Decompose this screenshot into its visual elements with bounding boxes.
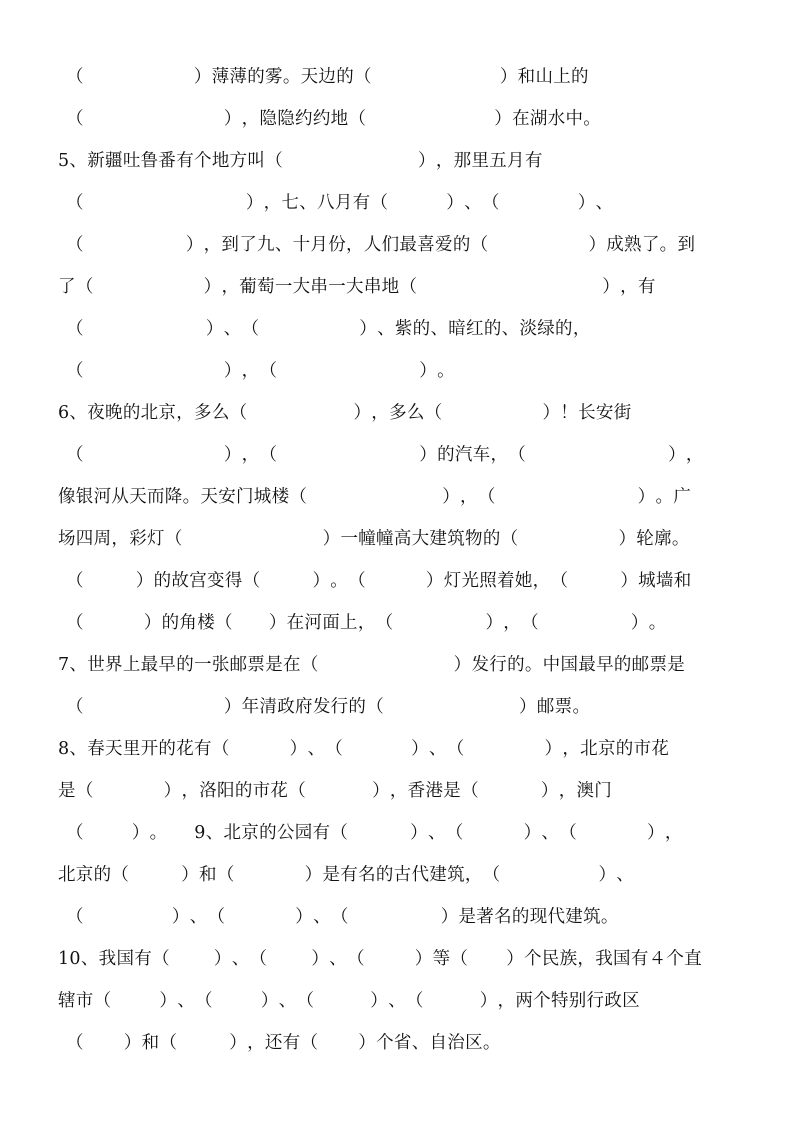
right-paren: ） [295,907,314,927]
right-paren: ） [414,949,433,969]
left-paren: （ [66,571,84,591]
line-text: 。 [648,613,667,633]
line-text: ， [664,823,683,843]
left-paren: （ [500,529,519,549]
right-paren: ） [506,949,525,969]
left-paren: （ [75,781,94,801]
line-text: ！长安街 [560,403,632,423]
right-paren: ） [419,445,438,465]
fill-in-blank[interactable] [66,104,242,134]
line-text: 了 [58,277,76,297]
fill-in-blank[interactable] [152,944,232,974]
fill-in-blank[interactable] [217,860,323,890]
right-paren: ） [479,991,498,1011]
fill-in-blank[interactable] [259,440,437,470]
left-paren: （ [164,529,183,549]
left-paren: （ [445,823,464,843]
worksheet-line [66,608,754,638]
left-paren: （ [265,151,284,171]
left-paren: （ [93,991,112,1011]
left-paren: （ [288,781,307,801]
line-text: 、 [427,823,446,843]
left-paren: （ [330,907,349,927]
fill-in-blank[interactable] [215,608,287,638]
left-paren: （ [66,109,84,129]
left-paren: （ [354,67,372,87]
left-paren: （ [477,487,496,507]
worksheet-line [66,566,754,596]
left-paren: （ [66,613,84,633]
left-paren: （ [300,655,319,675]
line-text: 7、世界上最早的一张邮票是在 [58,655,301,675]
left-paren: （ [325,739,344,759]
line-text: ，两个特别行政区 [497,991,640,1011]
left-paren: （ [559,823,577,843]
fill-in-blank[interactable] [111,860,199,890]
line-text: ， [241,445,260,465]
right-paren: ） [453,655,472,675]
right-paren: ） [131,823,150,843]
line-text: 和山上的 [517,67,589,87]
left-paren: （ [348,109,367,129]
line-text: 邮票。 [536,697,591,717]
right-paren: ） [419,361,438,381]
left-paren: （ [216,865,235,885]
line-text: 、 [388,991,406,1011]
worksheet-line [66,314,754,344]
line-text: 。广 [655,487,692,507]
line-text: ，有 [620,277,656,297]
line-text: 6、夜晚的北京，多么 [58,403,230,423]
fill-in-blank[interactable] [483,860,617,890]
right-paren: ） [312,571,331,591]
left-paren: （ [259,361,278,381]
worksheet-line [58,398,754,428]
fill-in-blank[interactable] [250,944,330,974]
fill-in-blank[interactable] [501,524,637,554]
right-paren: ） [618,529,637,549]
right-paren: ） [494,109,513,129]
right-paren: ） [425,571,444,591]
fill-in-blank[interactable] [207,902,313,932]
left-paren: （ [424,403,443,423]
line-text: 个省、自治区。 [376,1033,501,1053]
line-text: 轮廓。 [636,529,690,549]
right-paren: ） [268,613,287,633]
left-paren: （ [348,571,366,591]
line-text: 个民族，我国有４个直 [524,949,703,969]
fill-in-blank[interactable] [478,482,656,512]
right-paren: ） [442,487,461,507]
fill-in-blank[interactable] [66,1028,142,1058]
line-text: 、 [329,949,347,969]
line-text: ，到了九、十月份，人们最喜爱的 [203,235,471,255]
left-paren: （ [66,235,84,255]
worksheet-line [66,356,754,386]
line-text: 北京的 [58,865,112,885]
left-paren: （ [66,823,84,843]
line-text: 、 [189,907,208,927]
line-text: ， [503,613,522,633]
line-text: 和 [141,1033,160,1053]
right-paren: ） [245,193,264,213]
left-paren: （ [249,949,268,969]
left-paren: （ [66,319,84,339]
left-paren: （ [66,697,84,717]
right-paren: ） [181,865,200,885]
line-text: 、 [313,907,331,927]
worksheet-line [58,944,754,974]
left-paren: （ [550,571,569,591]
line-text: 、 [223,319,242,339]
fill-in-blank[interactable] [212,734,308,764]
right-paren: ） [637,487,656,507]
line-text: 城墙和 [638,571,692,591]
fill-in-blank[interactable] [521,608,649,638]
line-text: 成熟了。到 [606,235,696,255]
line-text: 的角楼 [161,613,216,633]
line-text: ，那里五月有 [435,151,543,171]
right-paren: ） [223,697,242,717]
worksheet-line [58,734,754,764]
right-paren: ） [446,193,465,213]
right-paren: ） [519,697,537,717]
left-paren: （ [370,193,389,213]
line-text: 、 [541,823,560,843]
fill-in-blank[interactable] [94,986,178,1016]
right-paren: ） [223,361,242,381]
line-text: ，香港是 [389,781,462,801]
right-paren: ） [223,109,242,129]
fill-in-blank[interactable] [300,1028,376,1058]
fill-in-blank[interactable] [259,356,437,386]
line-text: 像银河从天而降。天安门城楼 [58,487,290,507]
right-paren: ） [485,613,504,633]
right-paren: ） [159,991,178,1011]
right-paren: ） [372,781,390,801]
line-text: ，澳门 [558,781,613,801]
line-text: ，洛阳的市花 [181,781,289,801]
fill-in-blank[interactable] [551,566,639,596]
left-paren: （ [207,907,226,927]
right-paren: ） [499,67,518,87]
fill-in-blank[interactable] [66,188,264,218]
line-text: ， [241,361,260,381]
left-paren: （ [229,403,248,423]
line-text: ， [460,487,478,507]
line-text: 辖市 [58,991,94,1011]
right-paren: ） [163,781,182,801]
line-text: 年清政府发行的 [241,697,367,717]
right-paren: ） [602,277,621,297]
worksheet-line [66,692,754,722]
right-paren: ） [647,823,665,843]
line-text: 一幢幢高大建筑物的 [340,529,501,549]
line-text: 、 [428,739,447,759]
fill-in-blank[interactable] [66,608,162,638]
right-paren: ） [410,823,428,843]
line-text: 灯光照着她， [443,571,551,591]
right-paren: ） [668,445,686,465]
fill-in-blank[interactable] [66,440,242,470]
fill-in-blank[interactable] [331,902,459,932]
fill-in-blank[interactable] [301,650,472,680]
worksheet-line [66,902,754,932]
right-paren: ） [588,235,607,255]
line-text: 是 [58,781,76,801]
line-text: 薄薄的雾。天边的 [211,67,355,87]
right-paren: ） [322,529,341,549]
worksheet-line [66,1028,754,1058]
right-paren: ） [359,319,378,339]
fill-in-blank[interactable] [559,818,665,848]
left-paren: （ [159,1033,178,1053]
line-text: 。 [330,571,349,591]
left-paren: （ [508,445,527,465]
left-paren: （ [375,613,394,633]
line-text: ，北京的市花 [562,739,670,759]
right-paren: ） [353,403,372,423]
worksheet-line [58,146,754,176]
left-paren: （ [195,991,213,1011]
line-text: 。 [437,361,455,381]
right-paren: ） [577,193,596,213]
right-paren: ） [171,907,190,927]
right-paren: ） [213,949,232,969]
left-paren: （ [461,781,479,801]
fill-in-blank[interactable] [241,314,377,344]
fill-in-blank[interactable] [508,440,686,470]
right-paren: ） [260,991,279,1011]
left-paren: （ [399,277,418,297]
left-paren: （ [66,361,84,381]
right-paren: ） [411,739,429,759]
fill-in-blank[interactable] [425,398,561,428]
fill-in-blank[interactable] [66,692,242,722]
line-text: 的汽车， [437,445,509,465]
right-paren: ） [304,865,323,885]
line-text: 的故宫变得 [153,571,243,591]
worksheet-line [66,230,754,260]
fill-in-blank[interactable] [366,692,537,722]
right-paren: ） [630,613,649,633]
fill-in-blank[interactable] [289,482,460,512]
line-text: ，葡萄一大串一大串地 [221,277,400,297]
left-paren: （ [450,949,469,969]
fill-in-blank[interactable] [370,188,464,218]
fill-in-blank[interactable] [450,944,524,974]
fill-in-blank[interactable] [325,734,429,764]
right-paren: ） [203,277,222,297]
fill-in-blank[interactable] [348,104,512,134]
right-paren: ） [193,67,212,87]
line-text: 。 9、北京的公园有 [149,823,331,843]
right-paren: ） [229,1033,248,1053]
worksheet-line [58,650,754,680]
worksheet-line [58,776,754,806]
left-paren: （ [521,613,539,633]
line-text: 、 [595,193,614,213]
left-paren: （ [66,193,84,213]
left-paren: （ [66,67,84,87]
fill-in-blank[interactable] [76,776,182,806]
left-paren: （ [289,487,308,507]
fill-in-blank[interactable] [195,986,279,1016]
fill-in-blank[interactable] [296,986,388,1016]
right-paren: ） [370,991,389,1011]
line-text: ，七、八月有 [263,193,371,213]
line-text: 和 [199,865,217,885]
line-text: 场四周，彩灯 [58,529,165,549]
line-text: 是有名的古代建筑， [322,865,483,885]
right-paren: ） [523,823,542,843]
line-text: 等 [432,949,451,969]
fill-in-blank[interactable] [461,776,559,806]
right-paren: ） [544,739,563,759]
line-text: 、 [231,949,250,969]
left-paren: （ [470,235,489,255]
left-paren: （ [66,907,84,927]
line-text: ， [685,445,704,465]
fill-in-blank[interactable] [66,902,190,932]
left-paren: （ [215,613,233,633]
fill-in-blank[interactable] [446,818,542,848]
line-text: 、 [307,739,326,759]
fill-in-blank[interactable] [347,944,433,974]
fill-in-blank[interactable] [471,230,607,260]
worksheet-line [66,188,754,218]
worksheet-line [58,524,754,554]
left-paren: （ [296,991,315,1011]
right-paren: ） [440,907,459,927]
fill-in-blank[interactable] [66,314,224,344]
fill-in-blank[interactable] [76,272,222,302]
right-paren: ） [598,865,617,885]
fill-in-blank[interactable] [66,356,242,386]
right-paren: ） [358,1033,377,1053]
line-text: 、 [616,865,635,885]
line-text: 在河面上， [286,613,376,633]
line-text: 、紫的、暗红的、淡绿的， [377,319,591,339]
line-text: 在湖水中。 [512,109,602,129]
right-paren: ） [205,319,224,339]
left-paren: （ [481,193,500,213]
line-text: 、 [177,991,196,1011]
left-paren: （ [300,1033,319,1053]
left-paren: （ [111,865,130,885]
right-paren: ） [143,613,162,633]
left-paren: （ [241,319,260,339]
fill-in-blank[interactable] [406,986,498,1016]
left-paren: （ [66,1033,84,1053]
worksheet-line [58,860,754,890]
fill-in-blank[interactable] [66,230,204,260]
fill-in-blank[interactable] [230,398,372,428]
fill-in-blank[interactable] [66,566,154,596]
left-paren: （ [366,697,385,717]
left-paren: （ [405,991,424,1011]
line-text: 8、春天里开的花有 [58,739,212,759]
worksheet-line [66,62,754,92]
left-paren: （ [482,865,501,885]
fill-in-blank[interactable] [265,146,436,176]
fill-in-blank[interactable] [348,566,444,596]
right-paren: ） [542,403,561,423]
right-paren: ） [289,739,308,759]
line-text: 是著名的现代建筑。 [458,907,619,927]
left-paren: （ [152,949,170,969]
fill-in-blank[interactable] [482,188,596,218]
line-text: 发行的。中国最早的邮票是 [471,655,686,675]
right-paren: ） [185,235,204,255]
left-paren: （ [346,949,365,969]
worksheet-line [58,986,754,1016]
left-paren: （ [259,445,278,465]
line-text: ，隐隐约约地 [241,109,349,129]
right-paren: ） [123,1033,142,1053]
left-paren: （ [446,739,465,759]
fill-in-blank[interactable] [66,818,150,848]
worksheet-line [66,440,754,470]
fill-in-blank[interactable] [354,62,518,92]
left-paren: （ [211,739,230,759]
fill-in-blank[interactable] [165,524,341,554]
left-paren: （ [75,277,94,297]
fill-in-blank[interactable] [288,776,390,806]
left-paren: （ [330,823,349,843]
fill-in-blank[interactable] [376,608,504,638]
fill-in-blank[interactable] [399,272,620,302]
fill-in-blank[interactable] [243,566,331,596]
worksheet-line [58,272,754,302]
right-paren: ） [223,445,242,465]
left-paren: （ [66,445,84,465]
line-text: ，还有 [247,1033,301,1053]
right-paren: ） [311,949,330,969]
line-text: 5、新疆吐鲁番有个地方叫 [58,151,266,171]
worksheet-line [66,104,754,134]
line-text: 、 [464,193,482,213]
left-paren: （ [242,571,261,591]
line-text: 10、我国有 [58,949,153,969]
right-paren: ） [418,151,436,171]
fill-in-blank[interactable] [330,818,428,848]
worksheet-line [58,482,754,512]
right-paren: ） [620,571,639,591]
line-text: ，多么 [371,403,425,423]
fill-in-blank[interactable] [66,62,212,92]
fill-in-blank[interactable] [159,1028,247,1058]
right-paren: ） [540,781,559,801]
worksheet-line [66,818,754,848]
fill-in-blank[interactable] [447,734,563,764]
line-text: 、 [278,991,297,1011]
right-paren: ） [135,571,154,591]
